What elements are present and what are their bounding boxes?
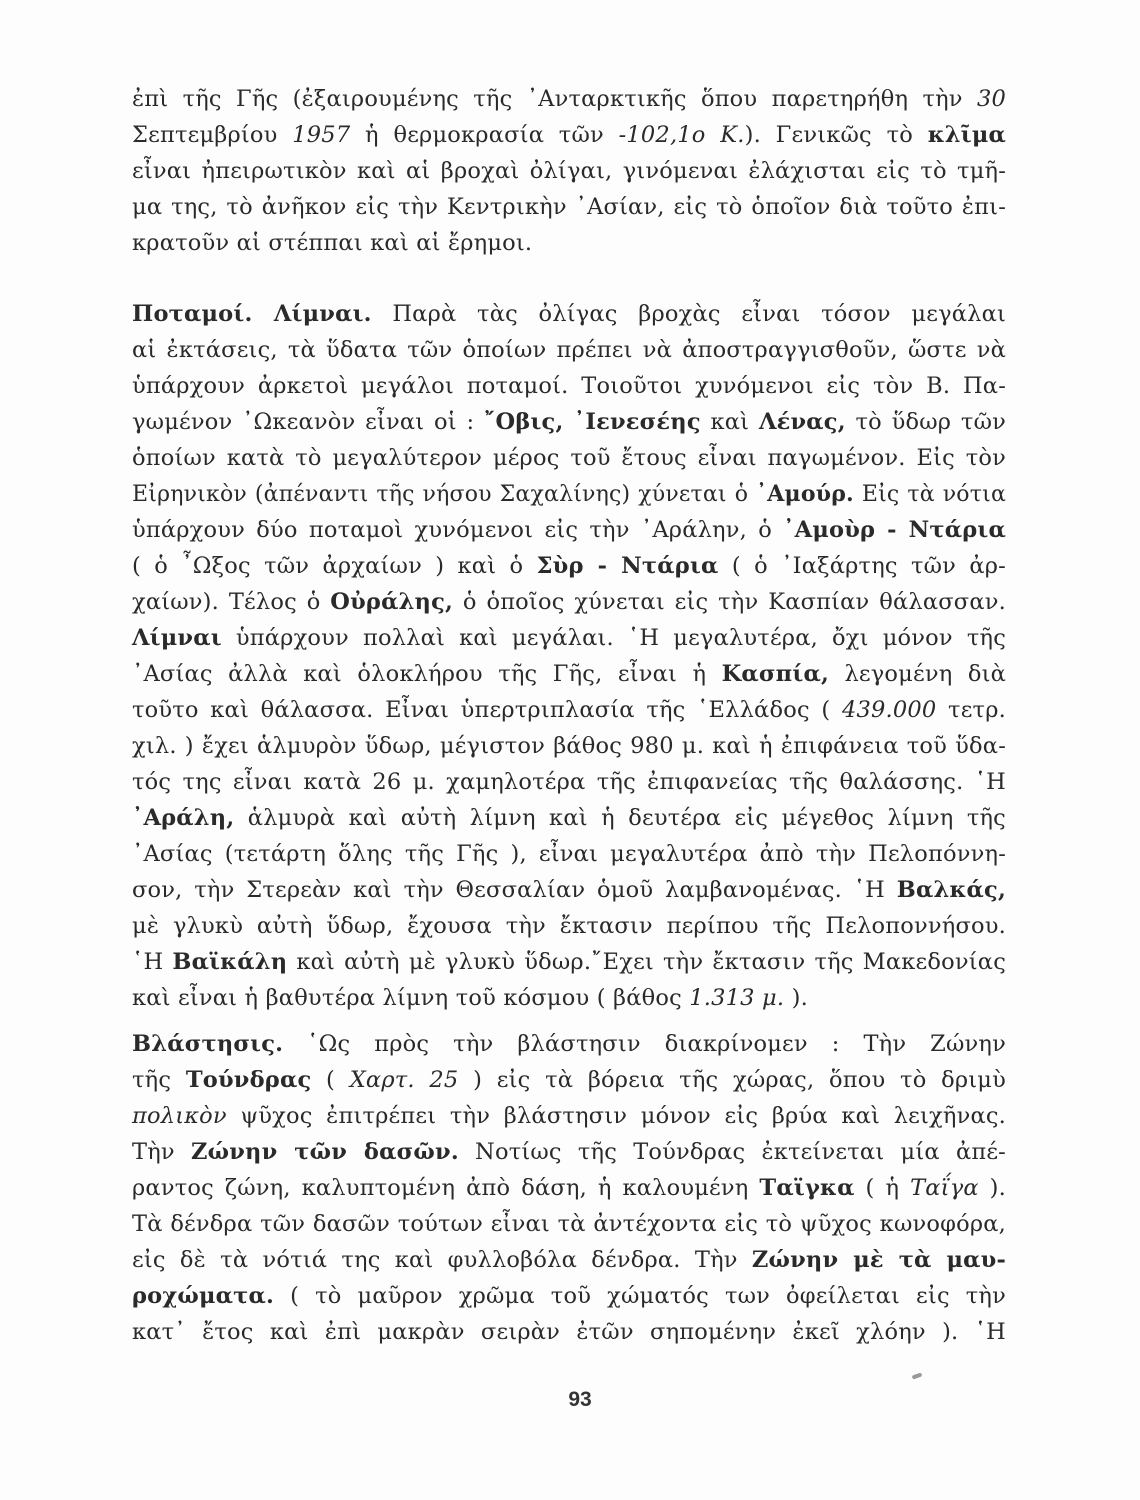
- term-aral: ᾽Αράλη,: [132, 805, 235, 831]
- term-tundra: Τούνδρας: [185, 1067, 312, 1093]
- text-line: [132, 584, 1006, 620]
- text-span: ).: [784, 985, 808, 1011]
- text-line: κρατοῦν αἱ στέππαι καὶ αἱ ἔρημοι.: [132, 230, 533, 256]
- paragraph-climate: [132, 81, 1006, 261]
- text-span: ἐπὶ τῆς Γῆς (ἐξαιρουμένης τῆς ᾽Ανταρκτικῆς ὅπου παρετηρήθη τὴν: [132, 86, 977, 112]
- text-line: [132, 548, 1006, 584]
- text-span: γωμένον ᾽Ωκεανὸν εἶναι οἱ :: [132, 409, 485, 435]
- text-span: λεγομένη διὰ: [829, 661, 1006, 687]
- term-balkhash: Βαλκάς,: [896, 877, 1006, 903]
- text-span: ὑπάρχουν πολλαὶ καὶ μεγάλαι. ῾Η μεγαλυτέρα, ὄχι μόνον τῆς: [221, 625, 1006, 651]
- text-span: Νοτίως τῆς Τούνδρας ἐκτείνεται μία ἀπέ-: [458, 1139, 1006, 1165]
- text-span: ( ἡ: [854, 1175, 911, 1201]
- term-black-earth-zone-cont: ροχώματα.: [132, 1283, 275, 1309]
- paragraph-rivers-lakes: [132, 296, 1006, 1016]
- text-span: ).: [978, 1175, 1007, 1201]
- text-span: Εἰς τὰ νότια: [853, 482, 1006, 507]
- text-span: ( ὁ ᾽Ιαξάρτης τῶν ἀρ-: [718, 553, 1006, 579]
- date-day: 30: [976, 86, 1006, 112]
- text-line: [132, 1062, 1006, 1098]
- term-caspian: Κασπία,: [721, 661, 829, 687]
- text-span: ῾Η: [132, 949, 173, 975]
- date-year: 1957: [292, 122, 351, 148]
- text-span: εἰς δὲ τὰ νότιά της καὶ φυλλοβόλα δένδρα. Τὴν: [132, 1247, 752, 1273]
- term-baikal: Βαϊκάλη: [172, 949, 288, 975]
- text-line: κατ᾽ ἔτος καὶ ἐπὶ μακρὰν σειρὰν ἐτῶν σηπομένην ἐκεῖ χλόην ). ῾Η: [132, 1319, 1006, 1345]
- term-black-earth-zone: Ζώνην μὲ τὰ μαυ-: [751, 1247, 1006, 1273]
- text-line: [132, 476, 1006, 512]
- text-span: Σεπτεμβρίου: [132, 122, 293, 148]
- term-klima: κλῖμα: [927, 122, 1006, 148]
- text-line: [132, 692, 1006, 728]
- text-line: ᾽Ασίας (τετάρτη ὅλης τῆς Γῆς ), εἶναι μεγαλυτέρα ἀπὸ τὴν Πελοπόννη-: [132, 841, 1006, 867]
- text-span: ψῦχος ἐπιτρέπει τὴν βλάστησιν μόνον εἰς βρύα καὶ λειχῆνας.: [226, 1103, 1006, 1129]
- text-span: ῾Ως πρὸς τὴν βλάστησιν διακρίνομεν : Τὴν Ζώνην: [283, 1031, 1006, 1057]
- text-line: [132, 404, 1006, 440]
- text-line: [132, 1134, 1006, 1170]
- text-line: [132, 117, 1006, 153]
- term-ural: Οὐράλης,: [330, 589, 454, 615]
- term-syr-darya: Σὺρ - Ντάρια: [536, 553, 719, 579]
- text-line: χιλ. ) ἔχει ἁλμυρὸν ὕδωρ, μέγιστον βάθος 980 μ. καὶ ἡ ἐπιφάνεια τοῦ ὕδα-: [132, 733, 1006, 759]
- text-line: μα της, τὸ ἀνῆκον εἰς τὴν Κεντρικὴν ᾽Ασίαν, εἰς τὸ ὁποῖον διὰ τοῦτο ἐπι-: [132, 194, 1006, 220]
- text-span: ὑπάρχουν δύο ποταμοὶ χυνόμενοι εἰς τὴν ᾽Αράλην, ὁ: [132, 517, 784, 543]
- text-line: ὁποίων κατὰ τὸ μεγαλύτερον μέρος τοῦ ἔτους εἶναι παγωμένον. Εἰς τὸν: [132, 445, 1006, 471]
- text-span: πολικὸν: [132, 1103, 227, 1129]
- text-span: καὶ: [700, 409, 759, 435]
- text-span: Παρὰ τὰς ὀλίγας βροχὰς εἶναι τόσον μεγάλαι: [371, 301, 1006, 327]
- text-line: [132, 296, 1006, 332]
- text-span: τὸ ὕδωρ τῶν: [845, 409, 1006, 435]
- text-span: ᾽Ασίας ἀλλὰ καὶ ὁλοκλήρου τῆς Γῆς, εἶναι ἡ: [132, 661, 722, 687]
- text-span: ) εἰς τὰ βόρεια τῆς χώρας, ὅπου τὸ δριμὺ: [458, 1067, 1007, 1093]
- text-line: Τὰ δένδρα τῶν δασῶν τούτων εἶναι τὰ ἀντέχοντα εἰς τὸ ψῦχος κωνοφόρα,: [132, 1211, 1006, 1237]
- text-line: [132, 944, 1006, 980]
- text-span: ραντος ζώνη, καλυπτομένη ἀπὸ δάση, ἡ καλουμένη: [132, 1175, 760, 1201]
- text-line: [132, 980, 1006, 1016]
- text-span: ). Γενικῶς τὸ: [744, 122, 928, 148]
- text-line: εἶναι ἠπειρωτικὸν καὶ αἱ βροχαὶ ὀλίγαι, γινόμεναι ἐλάχισται εἰς τὸ τμῆ-: [132, 158, 1006, 184]
- map-reference: Χαρτ. 25: [349, 1067, 459, 1093]
- text-line: [132, 512, 1006, 548]
- text-span: ἡ θερμοκρασία τῶν: [350, 122, 619, 148]
- text-line: αἱ ἐκτάσεις, τὰ ὕδατα τῶν ὁποίων πρέπει νὰ ἀποστραγγισθοῦν, ὥστε νὰ: [132, 337, 1006, 363]
- depth-value: 1.313 μ.: [689, 985, 785, 1011]
- text-span: σον, τὴν Στερεὰν καὶ τὴν Θεσσαλίαν ὁμοῦ λαμβανομένας. ῾Η: [132, 877, 897, 903]
- term-lakes: Λίμναι: [132, 625, 222, 651]
- text-line: ὑπάρχουν ἀρκετοὶ μεγάλοι ποταμοί. Τοιοῦτοι χυνόμενοι εἰς τὸν Β. Πα-: [132, 373, 1006, 399]
- term-forest-zone: Ζώνην τῶν δασῶν.: [190, 1139, 459, 1165]
- text-span: χαίων). Τέλος ὁ: [132, 589, 331, 615]
- text-line: [132, 1026, 1006, 1062]
- term-taiga-ancient: Ταΐγα: [910, 1175, 979, 1201]
- text-line: [132, 81, 1006, 117]
- temperature-value: -102,1ο Κ.: [618, 122, 745, 148]
- text-span: ( τὸ μαῦρον χρῶμα τοῦ χώματός των ὀφείλεται εἰς τὴν: [274, 1283, 1006, 1309]
- term-lena: Λένας,: [758, 409, 846, 435]
- text-span: τῆς: [132, 1067, 186, 1093]
- text-span: ὁ ὁποῖος χύνεται εἰς τὴν Κασπίαν θάλασσαν.: [453, 589, 1006, 615]
- term-taiga: Ταϊγκα: [759, 1175, 855, 1201]
- section-heading-vegetation: Βλάστησις.: [132, 1031, 284, 1057]
- term-amu-darya: ᾽Αμοὺρ - Ντάρια: [783, 517, 1006, 543]
- text-line: [132, 1278, 1006, 1314]
- section-heading-rivers-lakes: Ποταμοί. Λίμναι.: [132, 301, 372, 327]
- text-span: Εἰρηνικὸν (ἀπέναντι τῆς νήσου Σαχαλίνης) χύνεται ὁ: [132, 482, 757, 507]
- text-line: [132, 872, 1006, 908]
- text-span: τοῦτο καὶ θάλασσα. Εἶναι ὑπερτριπλασία τῆς ῾Ελλάδος (: [132, 697, 842, 723]
- text-span: (: [311, 1067, 350, 1093]
- text-span: Τὴν: [132, 1139, 191, 1165]
- text-line: τός της εἶναι κατὰ 26 μ. χαμηλοτέρα τῆς ἐπιφανείας τῆς θαλάσσης. ῾Η: [132, 769, 1006, 795]
- text-line: [132, 656, 1006, 692]
- term-rivers: ῎Οβις, ᾽Ιενεσέης: [484, 409, 701, 435]
- text-line: μὲ γλυκὺ αὐτὴ ὕδωρ, ἔχουσα τὴν ἔκτασιν περίπου τῆς Πελοποννήσου.: [132, 913, 1006, 939]
- ink-mark: [912, 1372, 923, 1379]
- text-line: [132, 620, 1006, 656]
- text-span: καὶ εἶναι ἡ βαθυτέρα λίμνη τοῦ κόσμου ( βάθος: [132, 985, 690, 1011]
- text-span: ἁλμυρὰ καὶ αὐτὴ λίμνη καὶ ἡ δευτέρα εἰς μέγεθος λίμνη τῆς: [234, 805, 1006, 831]
- text-line: [132, 1242, 1006, 1278]
- text-line: [132, 1098, 1006, 1134]
- page-number: 93: [568, 1388, 592, 1411]
- term-amur: ᾽Αμούρ.: [756, 481, 854, 507]
- text-line: [132, 800, 1006, 836]
- text-line: [132, 1170, 1006, 1206]
- text-span: τετρ.: [936, 697, 1006, 723]
- paragraph-vegetation: [132, 1026, 1006, 1350]
- text-span: ( ὁ ῏Ωξος τῶν ἀρχαίων ) καὶ ὁ: [132, 553, 537, 579]
- text-span: καὶ αὐτὴ μὲ γλυκὺ ὕδωρ.῎Εχει τὴν ἔκτασιν τῆς Μακεδονίας: [287, 949, 1006, 975]
- area-value: 439.000: [841, 697, 937, 723]
